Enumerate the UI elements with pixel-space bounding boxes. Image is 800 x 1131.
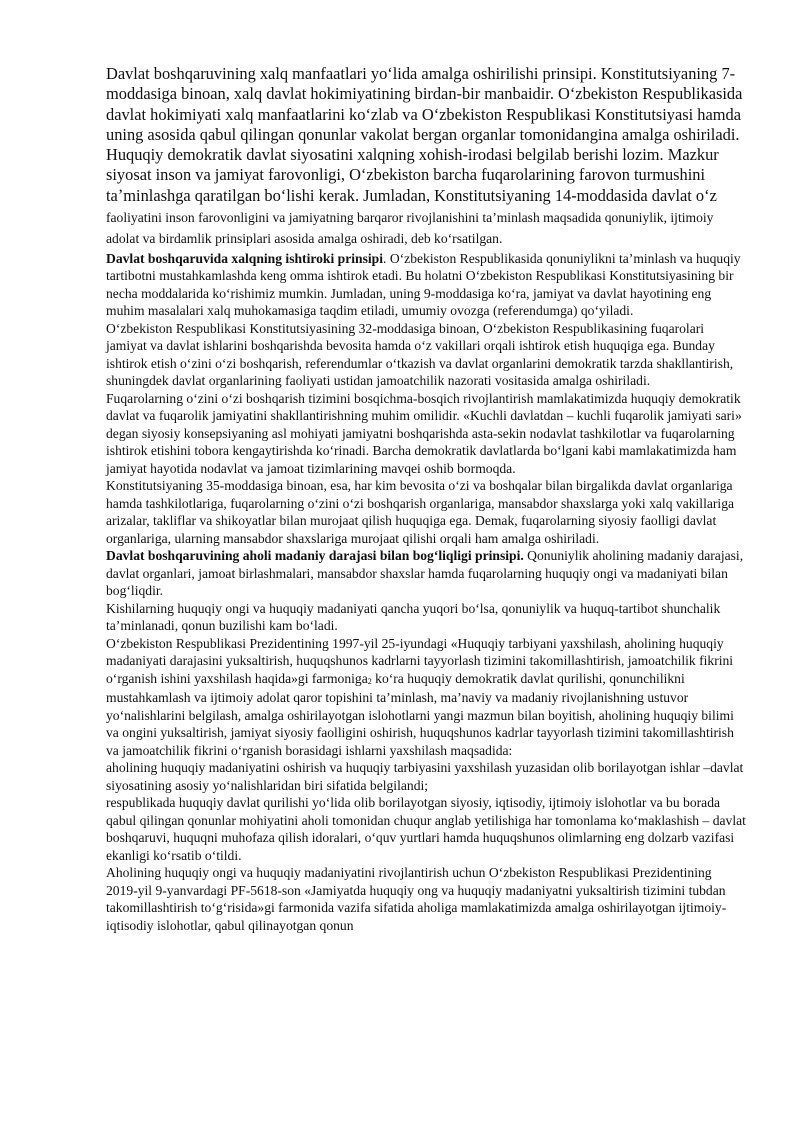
section-1-heading: Davlat boshqaruvida xalqning ishtiroki prinsipi	[106, 250, 384, 266]
section-1-paragraph-1-text: . Oʻzbekiston Respublikasida qonuniylikni taʼminlash va huquqiy tartibotni mustahkamlashda keng omma ishtirok etadi. Bu holatni Oʻzbekiston Respublikasi Konstitutsiyasining bir necha moddalarida koʻrishimiz mumkin. Jumladan, uning 9-moddasiga koʻra, jamiyat va davlat hayotining eng muhim masalalari xalq muhokamasiga taqdim etiladi, umumiy ovozga (referendumga) qoʻyiladi.	[106, 250, 741, 319]
document-page	[106, 64, 746, 934]
section-2-paragraph-2: Kishilarning huquqiy ongi va huquqiy madaniyati qancha yuqori boʻlsa, qonuniylik va huquq-tartibot shunchalik taʼminlanadi, qonun buzilishi kam boʻladi.	[106, 600, 721, 634]
footnote-marker: 2	[367, 676, 372, 686]
intro-paragraph-2	[106, 145, 746, 249]
section-1-paragraph-1	[106, 250, 746, 320]
intro-section	[106, 64, 746, 250]
intro-paragraph-1: Davlat boshqaruvining xalq manfaatlari yoʻlida amalga oshirilishi prinsipi. Konstitutsiyaning 7-moddasiga binoan, xalq davlat hokimiyatining birdan-bir manbaidir. Oʻzbekiston Respublikasida davlat hokimiyati xalq manfaatlarini koʻzlab va Oʻzbekiston Respublikasi Konstitutsiyasi hamda uning asosida qabul qilingan qonunlar vakolat bergan organlar tomonidangina amalga oshiriladi.	[106, 64, 743, 144]
section-2-paragraph-1-text: Qonuniylik aholining madaniy darajasi, davlat organlari, jamoat birlashmalari, mansabdor shaxslar hamda fuqarolarning huquqiy ongi va madaniyati bilan bogʻliqdir.	[106, 548, 744, 599]
section-2-paragraph-3-part-a: Oʻzbekiston Respublikasi Prezidentining 1997-yil 25-iyundagi «Huquqiy tarbiyani yaxshilash, aholining huquqiy madaniyati darajasini yuksaltirish, huquqshunos kadrlarni tayyorlash tizimini takomillashtirish, jamoatchilik fikrini oʻrganish ishini yaxshilash haqida»gi farmoniga	[106, 635, 734, 686]
section-2-heading: Davlat boshqaruvining aholi madaniy darajasi bilan bogʻliqligi prinsipi.	[106, 548, 524, 564]
section-2-paragraph-4: aholining huquqiy madaniyatini oshirish va huquqiy tarbiyasini yaxshilash yuzasidan olib borilayotgan ishlar –davlat siyosatining asosiy yoʻnalishlaridan biri sifatida belgilandi;	[106, 760, 744, 793]
section-1-paragraph-4: Konstitutsiyaning 35-moddasiga binoan, esa, har kim bevosita oʻzi va boshqalar bilan birgalikda davlat organlariga hamda tashkilotlariga, fuqarolarning oʻzini oʻzi boshqarish organlariga, mansabdor shaxslarga yoki xalq vakillariga arizalar, takliflar va shikoyatlar bilan murojaat qilish huquqiga ega. Demak, fuqarolarning siyosiy faolligi davlat organlariga, ularning mansabdor shaxslariga murojaat qilishi orqali ham amalga oshiriladi.	[106, 478, 735, 546]
intro-paragraph-2-tail: faoliyatini inson farovonligini va jamiyatning barqaror rivojlanishini taʼminlash maqsadida qonuniylik, ijtimoiy adolat va birdamlik prinsiplari asosida amalga oshiradi, deb koʻrsatilgan.	[106, 210, 714, 247]
body-section	[106, 250, 746, 935]
section-2-paragraph-3-part-b: koʻra huquqiy demokratik davlat qurilishi, qonunchilikni mustahkamlash va ijtimoiy adolat qaror topishini taʼminlash, maʼnaviy va madaniy rivojlanishning ustuvor yoʻnalishlarini belgilash, amalga oshirilayotgan islohotlarni yangi mazmun bilan boyitish, aholining huquqiy bilimi va ongini yuksaltirish, jamiyat siyosiy faolligini oshirish, huquqshunos kadrlar tayyorlash tizimini takomillashtirish va jamoatchilik fikrini oʻrganish borasidagi ishlarni yaxshilash maqsadida:	[106, 670, 734, 758]
intro-paragraph-2-lead: Huquqiy demokratik davlat siyosatini xalqning xohish-irodasi belgilab berishi lozim. Mazkur siyosat inson va jamiyat farovonligi, Oʻzbekiston barcha fuqarolarining farovon turmushini taʼminlashga qaratilgan boʻlishi kerak. Jumladan, Konstitutsiyaning 14-moddasida davlat oʻz	[106, 145, 719, 205]
section-1-paragraph-2: Oʻzbekiston Respublikasi Konstitutsiyasining 32-moddasiga binoan, Oʻzbekiston Respublikasining fuqarolari jamiyat va davlat ishlarini boshqarishda bevosita hamda oʻz vakillari orqali ishtirok etish huquqiga ega. Bunday ishtirok etish oʻzini oʻzi boshqarish, referendumlar oʻtkazish va davlat organlarini demokratik tarzda shakllantirish, shuningdek davlat organlarining faoliyati ustidan jamoatchilik nazorati vositasida amalga oshiriladi.	[106, 320, 734, 389]
section-1-paragraph-3: Fuqarolarning oʻzini oʻzi boshqarish tizimini bosqichma-bosqich rivojlantirish mamlakatimizda huquqiy demokratik davlat va fuqarolik jamiyatini shakllantirishning muhim omilidir. «Kuchli davlatdan – kuchli fuqarolik jamiyati sari» degan siyosiy konsepsiyaning asl mohiyati jamiyatni boshqarishda asta-sekin nodavlat tashkilotlar va fuqarolarning ishtirok etishini tobora kengaytirishda koʻrinadi. Barcha demokratik davlatlarda boʻlgani kabi mamlakatimizda ham jamiyat hayotida nodavlat va jamoat tizimlarining mavqei oshib bormoqda.	[106, 390, 742, 476]
section-2-paragraph-1	[106, 547, 746, 600]
section-2-paragraph-5: respublikada huquqiy davlat qurilishi yoʻlida olib borilayotgan siyosiy, iqtisodiy, ijtimoiy islohotlar va bu borada qabul qilingan qonunlar mohiyatini aholi tomonidan chuqur anglab yetilishiga har tomonlama koʻmaklashish – davlat boshqaruvi, huquqni muhofaza qilish idoralari, oʻquv yurtlari hamda huquqshunos olimlarning eng dolzarb vazifasi ekanligi koʻrsatib oʻtildi.	[106, 795, 746, 863]
section-2-paragraph-6: Aholining huquqiy ongi va huquqiy madaniyatini rivojlantirish uchun Oʻzbekiston Respublikasi Prezidentining 2019-yil 9-yanvardagi PF-5618-son «Jamiyatda huquqiy ong va huquqiy madaniyatni yuksaltirish tizimini tubdan takomillashtirish toʻgʻrisida»gi farmonida vazifa sifatida aholiga mamlakatimizda amalga oshirilayotgan ijtimoiy-iqtisodiy islohotlar, qabul qilinayotgan qonun	[106, 865, 727, 933]
section-2-paragraph-3	[106, 635, 746, 760]
